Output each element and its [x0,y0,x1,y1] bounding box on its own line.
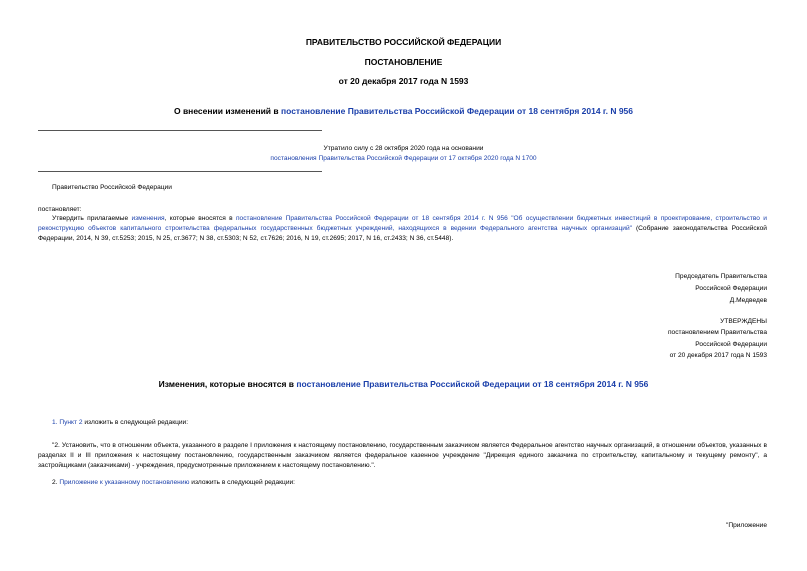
quoted-paragraph: "2. Установить, что в отношении объекта, указанного в разделе I приложения к настоящему постановлению, государственным заказчиком является Федеральное агентство научных организаций, в отношении объектов, указанных в разделах II и III приложения к настоящему постановлению, государственным заказчиком является федеральное казенное учреждение "Дирекция единого заказчика по строительству, капитальному и текущему ремонту", а застройщиками (заказчиками) - учреждения, предусмотренные приложением к настоящему постановлению.". [38,442,767,469]
changes-title: Изменения, которые вносятся в постановление Правительства Российской Федерации от 18 сентября 2014 г. N 956 [158,379,649,389]
changes-link[interactable]: изменения [131,215,165,222]
title-prefix: О внесении изменений в [173,106,281,116]
paragraph-approve: Утвердить прилагаемые изменения, которые вносятся в постановление Правительства Российской Федерации от 18 сентября 2014 г. N 956 "Об осуществлении бюджетных инвестиций в проектирование, строительство и реконструкцию объектов капитального строительства федеральных государственных бюджетных учреждений, находящихся в ведении Федерального агентства научных организаций" (Собрание законодательства Российской Федерации, 2014, N 39, ст.5253; 2015, N 25, ст.3677; N 38, ст.5303; N 52, ст.7626; 2016, N 19, ст.2695; 2017, N 16, ст.2433; N 36, ст.5448). [38,215,767,242]
document-date: от 20 декабря 2017 года N 1593 [338,76,469,86]
approved-label: УТВЕРЖДЕНЫ [720,318,767,325]
approved-date: от 20 декабря 2017 года N 1593 [669,352,767,359]
gov-rf-text: Правительство Российской Федерации [52,184,172,191]
divider-bottom [38,171,322,172]
divider-top [38,130,322,131]
appendix-label: "Приложение [725,522,767,529]
item-1: 1. Пункт 2 изложить в следующей редакции: [52,419,189,426]
signature-name: Д.Медведев [729,297,767,304]
status-repeal-link[interactable]: постановления Правительства Российской Федерации от 17 октября 2020 года N 1700 [270,155,537,162]
signature-title: Председатель Правительства [675,273,767,280]
status-line-1: Утратило силу с 28 октября 2020 года на основании [323,145,484,152]
signature-org: Российской Федерации [695,285,767,292]
item-1-link[interactable]: 1. Пункт 2 [52,419,83,426]
government-heading: ПРАВИТЕЛЬСТВО РОССИЙСКОЙ ФЕДЕРАЦИИ [305,37,502,47]
document-type: ПОСТАНОВЛЕНИЕ [364,57,443,67]
document-title [0,106,807,116]
title-link[interactable]: постановление Правительства Российской Федерации от 18 сентября 2014 г. N 956 [280,106,634,116]
decree-956-link[interactable]: постановление Правительства Российской Федерации от 18 сентября 2014 г. N 956 "Об осуществлении бюджетных инвестиций в проектирование, строительство и реконструкцию объектов капитального строительства федеральных государственных бюджетных учреждений, находящихся в ведении Федерального агентства научных организаций" [38,215,767,232]
changes-title-link[interactable]: постановление Правительства Российской Федерации от 18 сентября 2014 г. N 956 [296,379,649,389]
decrees-text: постановляет: [38,206,82,213]
approved-org: Российской Федерации [695,341,767,348]
item-2-link[interactable]: Приложение к указанному постановлению [59,479,190,486]
item-2: 2. Приложение к указанному постановлению изложить в следующей редакции: [52,479,296,486]
approved-by: постановлением Правительства [667,329,767,336]
